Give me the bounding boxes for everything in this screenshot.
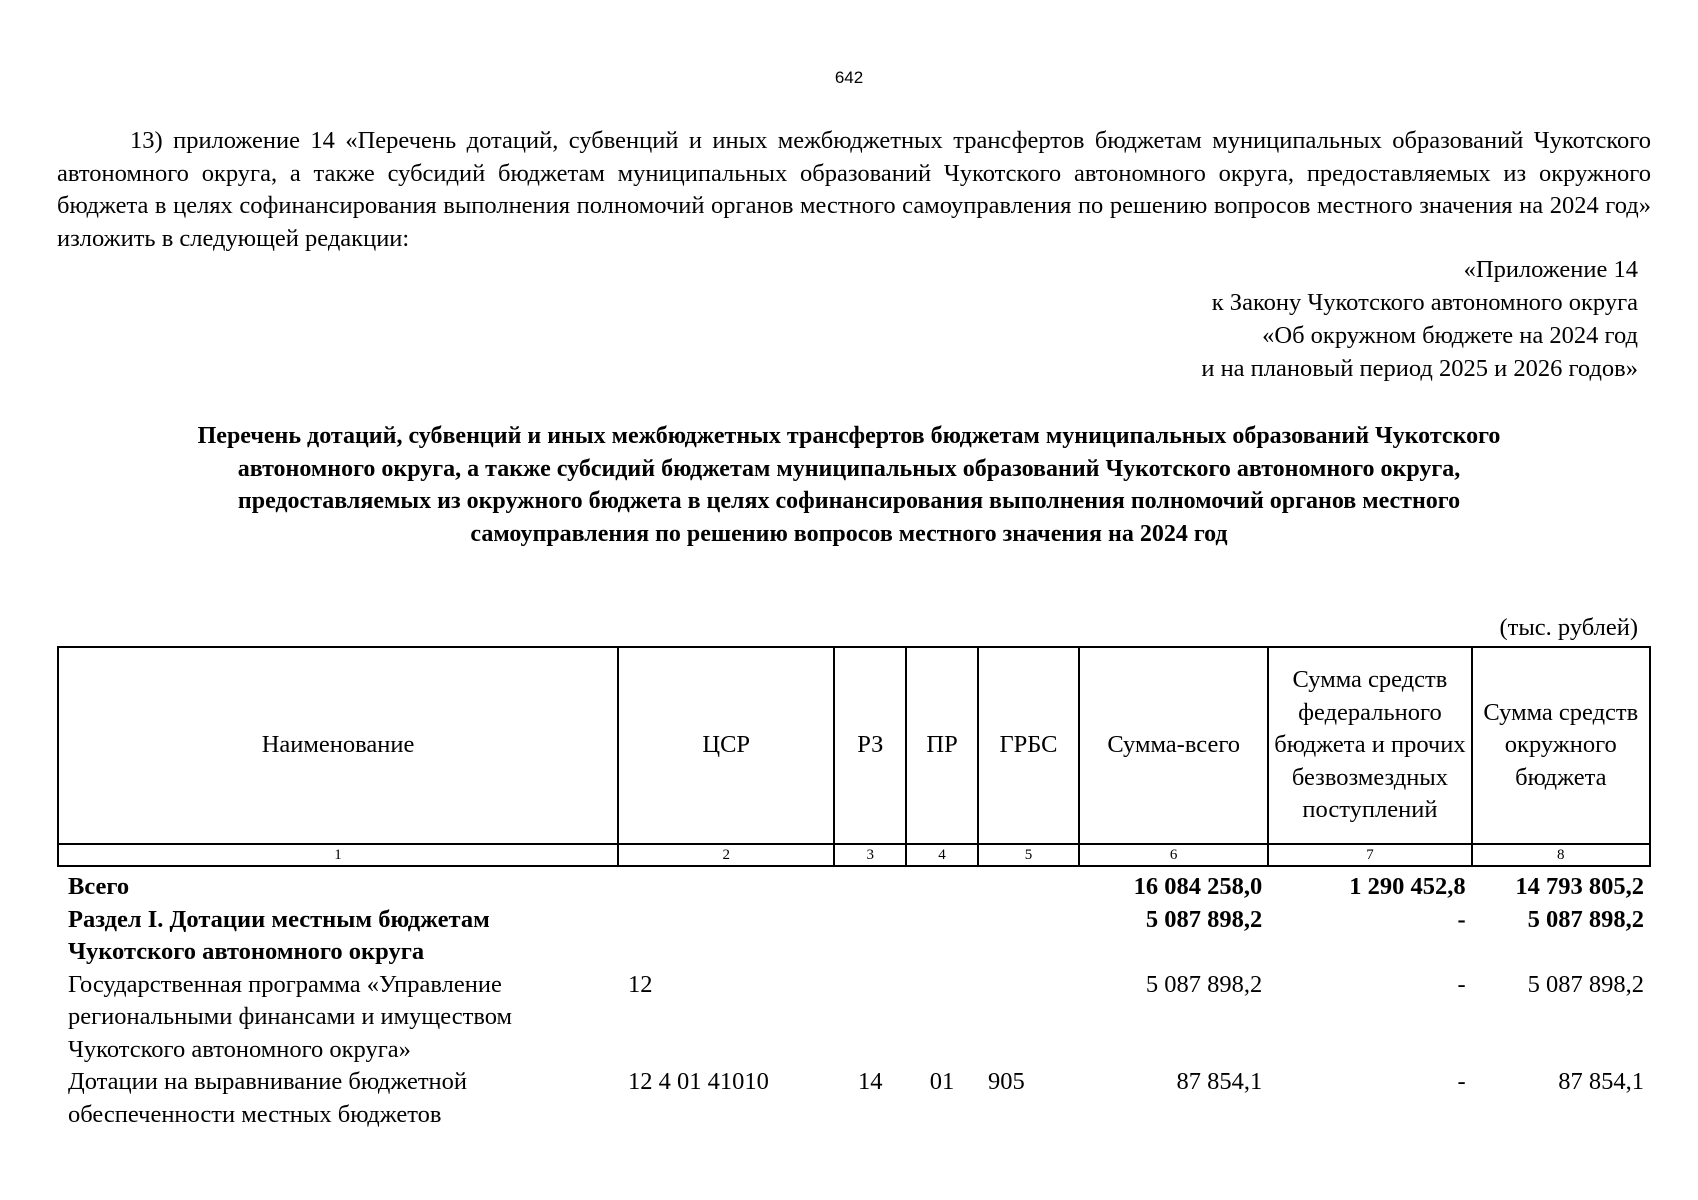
heading-line: предоставляемых из окружного бюджета в целях софинансирования выполнения полномочий органов местного [237,488,1461,514]
budget-table [57,646,1651,1131]
row-csr: 12 4 01 41010 [628,1068,769,1095]
appendix-reference [1201,253,1638,385]
appendix-line: и на плановый период 2025 и 2026 годов» [1201,355,1638,382]
row-federal: - [1457,905,1466,933]
row-name: Раздел I. Дотации местным бюджетам Чукотского автономного округа [68,905,490,965]
appendix-line: «Об окружном бюджете на 2024 год [1262,322,1638,349]
heading-line: Перечень дотаций, субвенций и иных межбюджетных трансфертов бюджетам муниципальных образований Чукотского [197,423,1501,449]
page-number: 642 [834,68,864,87]
row-regional: 5 087 898,2 [1527,905,1644,933]
row-grbs [978,969,1079,1067]
row-pr [906,969,978,1067]
column-number: 8 [1472,844,1650,866]
row-rz: 14 [858,1068,883,1095]
row-total: 5 087 898,2 [1145,905,1263,933]
table-row-section [58,904,1650,969]
column-number: 1 [58,844,618,866]
units-label: (тыс. рублей) [1499,614,1638,641]
header-name: Наименование [58,647,618,844]
column-number: 4 [906,844,978,866]
row-rz [834,866,906,904]
row-federal: 1 290 452,8 [1349,873,1466,900]
row-rz [834,969,906,1067]
column-number: 5 [978,844,1079,866]
row-total: 16 084 258,0 [1133,873,1263,900]
row-grbs [978,866,1079,904]
table-header-row [58,647,1650,844]
column-number: 6 [1079,844,1268,866]
table-row [58,1066,1650,1131]
header-grbs: ГРБС [978,647,1079,844]
row-name: Дотации на выравнивание бюджетной обеспеченности местных бюджетов [68,1068,468,1128]
row-csr: 12 [628,970,653,998]
row-pr: 01 [929,1068,955,1095]
column-number: 2 [618,844,834,866]
row-name: Государственная программа «Управление региональными финансами и имуществом Чукотского автономного округа» [68,970,513,1063]
header-csr: ЦСР [618,647,834,844]
header-total: Сумма-всего [1079,647,1268,844]
column-number: 7 [1268,844,1471,866]
table-row [58,969,1650,1067]
row-federal: - [1457,1068,1466,1095]
row-name: Всего [68,873,130,900]
row-grbs: 905 [987,1068,1025,1095]
appendix-line: к Закону Чукотского автономного округа [1211,289,1638,316]
row-federal: - [1457,970,1466,998]
row-grbs [978,904,1079,969]
row-regional: 14 793 805,2 [1515,873,1644,900]
row-total: 87 854,1 [1176,1068,1263,1095]
table-row-total [58,866,1650,904]
heading-line: автономного округа, а также субсидий бюджетам муниципальных образований Чукотского автономного округа, [237,455,1461,482]
column-number: 3 [834,844,906,866]
row-rz [834,904,906,969]
document-heading [60,420,1638,550]
header-rz: РЗ [834,647,906,844]
row-regional: 87 854,1 [1558,1068,1644,1095]
appendix-line: «Приложение 14 [1463,256,1638,283]
header-federal: Сумма средств федерального бюджета и прочих безвозмездных поступлений [1268,647,1471,844]
row-csr [618,904,834,969]
header-regional: Сумма средств окружного бюджета [1472,647,1650,844]
row-pr [906,904,978,969]
heading-line: самоуправления по решению вопросов местного значения на 2024 год [470,520,1228,547]
row-regional: 5 087 898,2 [1527,970,1644,998]
row-csr [618,866,834,904]
column-number-row [58,844,1650,866]
row-total: 5 087 898,2 [1145,970,1263,998]
header-pr: ПР [906,647,978,844]
row-pr [906,866,978,904]
intro-paragraph: 13) приложение 14 «Перечень дотаций, субвенций и иных межбюджетных трансфертов бюджетам муниципальных образований Чукотского автономного округа, а также субсидий бюджетам муниципальных образований Чукотского автономного округа, предоставляемых из окружного бюджета в целях софинансирования выполнения полномочий органов местного самоуправления по решению вопросов местного значения на 2024 год» изложить в следующей редакции: [57,127,1651,252]
